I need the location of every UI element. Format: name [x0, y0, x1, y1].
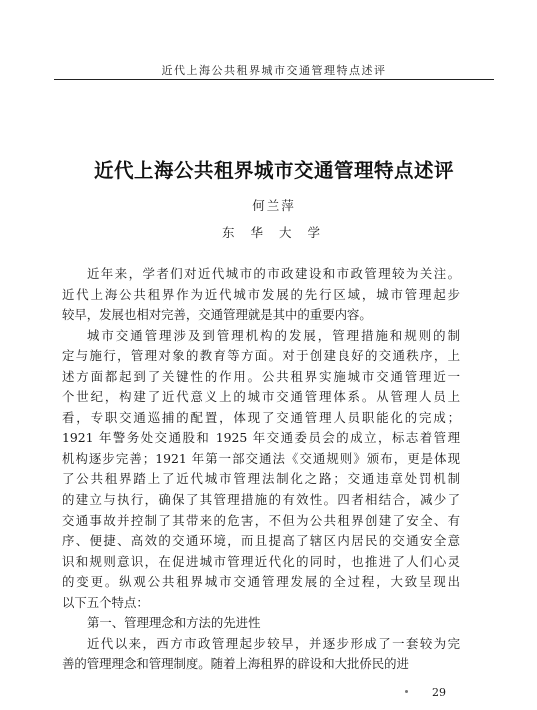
author-affiliation: 东 华 大 学 [222, 225, 326, 240]
text-line: 较早，发展也相对完善，交通管理就是其中的重要内容。 [62, 307, 372, 323]
text-line: 城市交通管理涉及到管理机构的发展，管理措施和规则的制 [87, 327, 460, 343]
text-line: 的建立与执行，确保了其管理措施的有效性。四者相结合，减少了 [62, 492, 460, 508]
text-line: 第一、管理理念和方法的先进性 [87, 615, 261, 631]
paragraph [62, 264, 460, 326]
text-line: 述方面都起到了关键性的作用。公共租界实施城市交通管理近一 [62, 368, 460, 384]
paragraph [62, 326, 460, 614]
text-line: 识和规则意识，在促进城市管理近代化的同时，也推进了人们心灵 [62, 553, 460, 569]
text-line: 了公共租界踏上了近代城市管理法制化之路；交通违章处罚机制 [62, 471, 460, 487]
text-line: 以下五个特点： [62, 594, 149, 610]
text-line: 的变更。纵观公共租界城市交通管理发展的全过程，大致呈现出 [62, 574, 460, 590]
text-line: 1921 年警务处交通股和 1925 年交通委员会的成立，标志着管理 [62, 430, 460, 446]
author-name: 何兰萍 [252, 198, 296, 213]
running-head: 近代上海公共租界城市交通管理特点述评 [161, 64, 387, 77]
text-line: 定与施行，管理对象的教育等方面。对于创建良好的交通秩序，上 [62, 348, 460, 364]
paragraph [62, 613, 460, 634]
header-rule [54, 79, 494, 80]
text-line: 交通事故并控制了其带来的危害，不但为公共租界创建了安全、有 [62, 512, 460, 528]
text-line: 机构逐步完善；1921 年第一部交通法《交通规则》颁布，更是体现 [62, 450, 460, 466]
text-line: 个世纪，构建了近代意义上的城市交通管理体系。从管理人员上 [62, 389, 460, 405]
page-number: 29 [432, 686, 446, 699]
text-line: 近代以来，西方市政管理起步较早，并逐步形成了一套较为完 [87, 635, 460, 651]
body-text [62, 264, 460, 675]
text-line: 序、便捷、高效的交通环境，而且提高了辖区内居民的交通安全意 [62, 533, 460, 549]
speck-mark [405, 690, 408, 693]
text-line: 近年来，学者们对近代城市的市政建设和市政管理较为关注。 [87, 266, 460, 281]
text-line: 看，专职交通巡捕的配置，体现了交通管理人员职能化的完成； [62, 409, 460, 425]
text-line: 近代上海公共租界作为近代城市发展的先行区域，城市管理起步 [62, 286, 460, 302]
article-title: 近代上海公共租界城市交通管理特点述评 [93, 159, 454, 182]
paragraph [62, 634, 460, 675]
text-line: 善的管理理念和管理制度。随着上海租界的辟设和大批侨民的进 [62, 656, 409, 672]
